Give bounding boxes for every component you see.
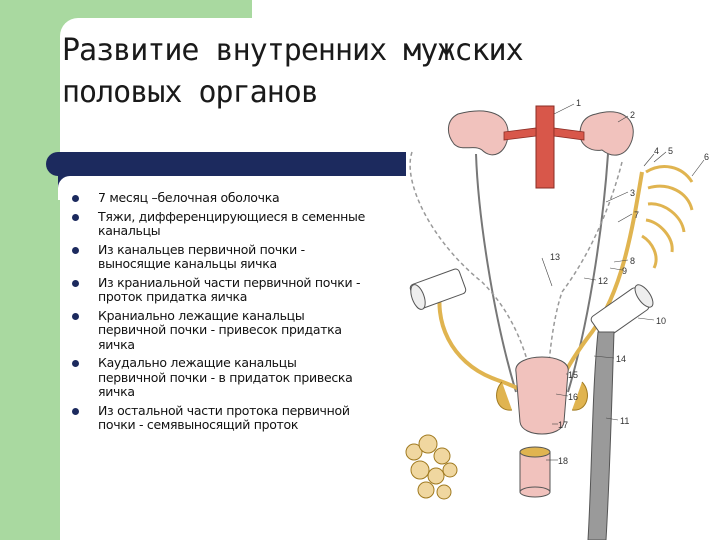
- label-1: 1: [576, 98, 582, 108]
- bullet-dot-icon: [72, 408, 79, 415]
- label-5: 5: [668, 146, 674, 156]
- bullet-dot-icon: [72, 313, 79, 320]
- bullet-dot-icon: [72, 360, 79, 367]
- diagram-labels: [550, 98, 709, 466]
- bullet-dot-icon: [72, 247, 79, 254]
- sidebar-decoration: [0, 0, 60, 540]
- bullet-dot-icon: [72, 195, 79, 202]
- label-13: 13: [550, 252, 561, 262]
- bullet-item: [66, 243, 366, 272]
- label-14: 14: [616, 354, 627, 364]
- bullet-item: [66, 356, 366, 400]
- label-17: 17: [558, 420, 569, 430]
- urethra-section: [520, 447, 550, 497]
- label-2: 2: [630, 110, 636, 120]
- label-18: 18: [558, 456, 569, 466]
- ureter-left: [476, 154, 516, 392]
- bullet-text: Из остальной части протока первичной почки - семявыносящий проток: [98, 402, 350, 432]
- renal-artery-right: [554, 128, 584, 140]
- bullet-dot-icon: [72, 280, 79, 287]
- slide-title-line-1: Развитие внутренних мужских: [62, 33, 523, 68]
- label-11: 11: [620, 416, 630, 426]
- label-10: 10: [656, 316, 667, 326]
- label-7: 7: [634, 210, 640, 220]
- bullet-list: [66, 191, 366, 437]
- anatomy-diagram: [392, 92, 720, 540]
- slide-title-line-2: половых органов: [62, 75, 318, 110]
- bullet-text: Каудально лежащие канальцы первичной почки - в придаток привеска яичка: [98, 355, 353, 399]
- right-kidney: [580, 110, 636, 155]
- bullet-item: [66, 210, 366, 239]
- title-divider-bar: [46, 152, 406, 176]
- renal-artery-left: [504, 128, 536, 140]
- label-15: 15: [568, 370, 579, 380]
- bullet-item: [66, 309, 366, 353]
- label-3: 3: [630, 188, 636, 198]
- label-9: 9: [622, 266, 628, 276]
- spermatic-cord: [588, 332, 614, 540]
- label-16: 16: [568, 392, 579, 402]
- right-testis-tube: [590, 282, 657, 340]
- label-6: 6: [704, 152, 710, 162]
- bullet-item: [66, 191, 366, 206]
- bullet-text: Тяжи, дифференцирующиеся в семенные канальцы: [98, 208, 365, 238]
- bullet-item: [66, 276, 366, 305]
- bullet-text: Краниально лежащие канальцы первичной почки - привесок придатка яичка: [98, 307, 342, 352]
- callout-lines: [542, 104, 704, 460]
- bullet-item: [66, 404, 366, 433]
- bullet-text: Из краниальной части первичной почки - проток придатка яичка: [98, 274, 361, 304]
- epididymis-coil: [406, 435, 457, 499]
- label-8: 8: [630, 256, 636, 266]
- bullet-text: 7 месяц –белочная оболочка: [98, 190, 280, 205]
- label-12: 12: [598, 276, 609, 286]
- aorta: [536, 106, 554, 188]
- label-4: 4: [654, 146, 660, 156]
- left-kidney: [448, 111, 508, 155]
- epididymis-fan: [642, 167, 692, 268]
- bullet-dot-icon: [72, 214, 79, 221]
- bullet-text: Из канальцев первичной почки - выносящие канальцы яичка: [98, 241, 305, 271]
